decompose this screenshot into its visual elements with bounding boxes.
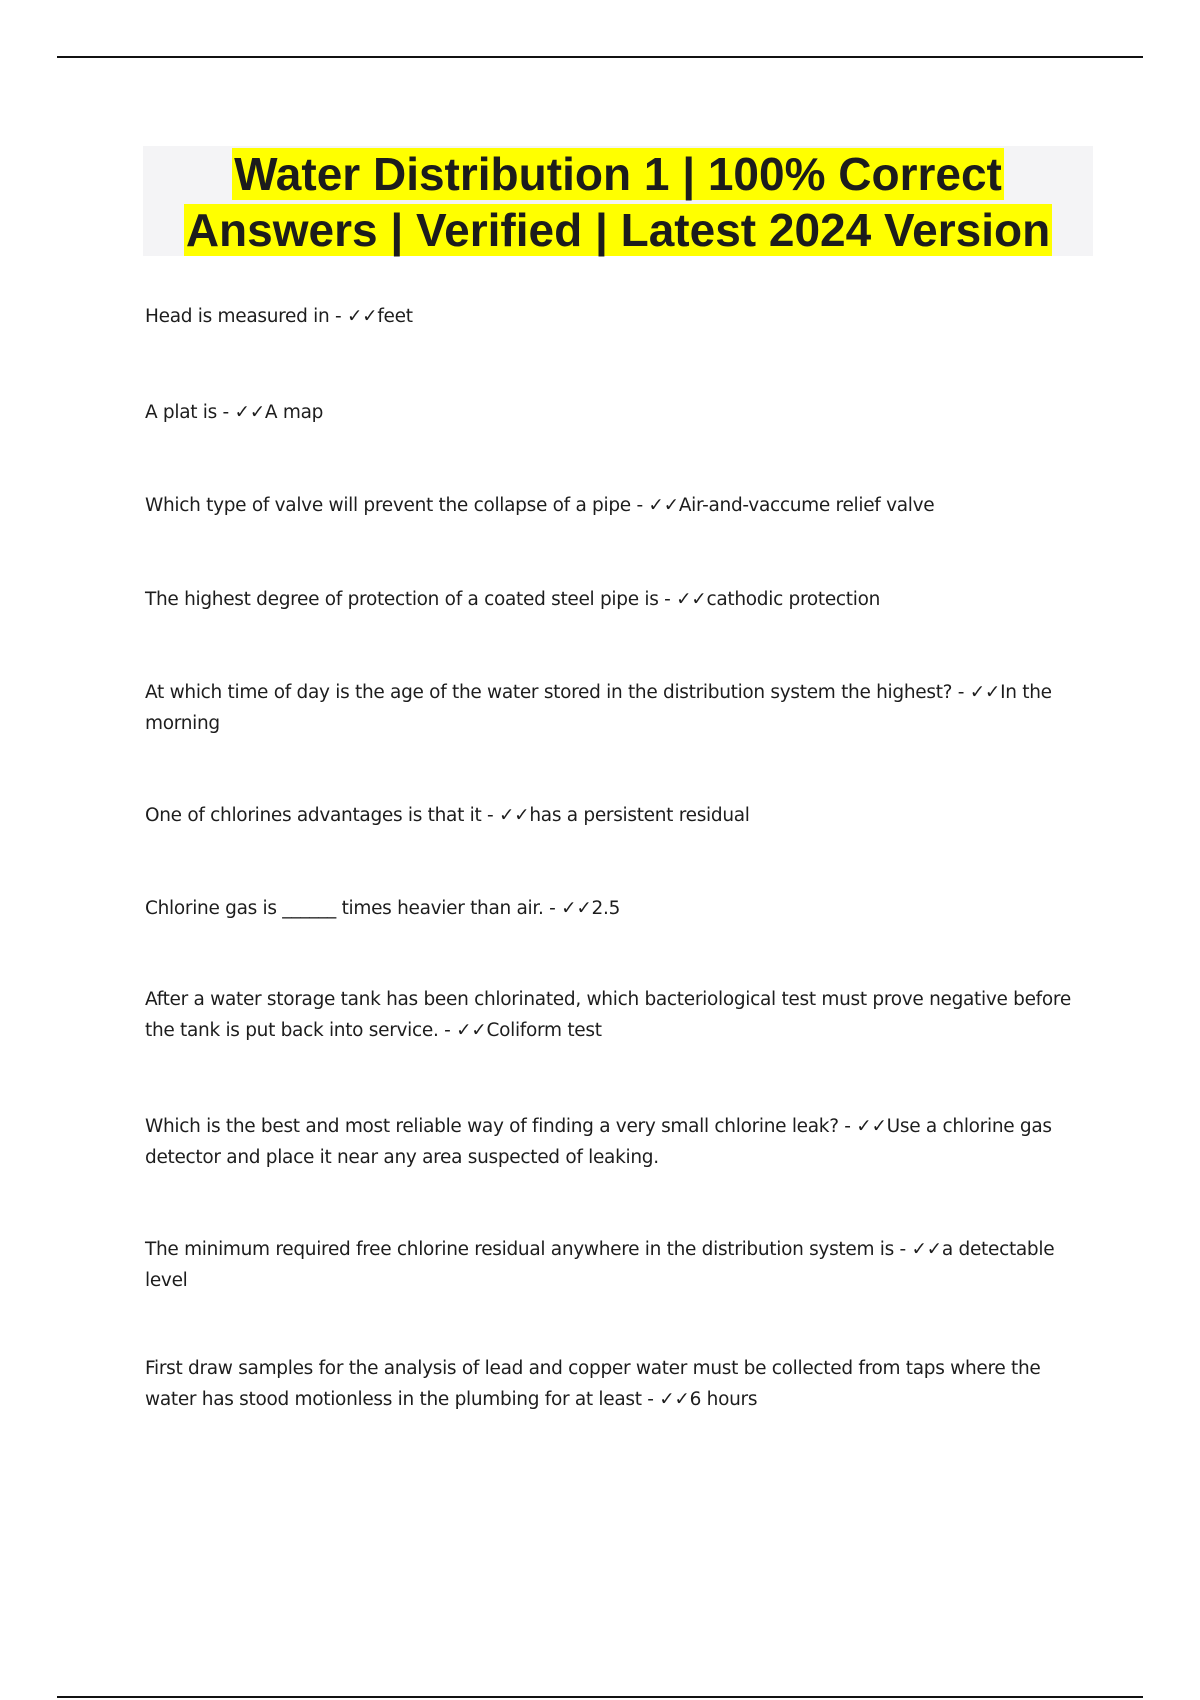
answer-text: cathodic protection [706,589,881,610]
check-icon: ✓✓ [456,1020,487,1041]
question-text: Which is the best and most reliable way of finding a very small chlorine leak? [145,1116,839,1137]
qa-item [145,1111,1080,1173]
answer-text: 2.5 [591,898,621,919]
answer-text: Coliform test [486,1020,602,1041]
qa-item [145,677,1080,739]
question-text: Which type of valve will prevent the collapse of a pipe [145,495,631,516]
answer-text: feet [377,306,413,327]
check-icon: ✓✓ [856,1116,887,1137]
qa-item [145,490,1080,521]
separator: - [630,495,649,516]
check-icon: ✓✓ [969,682,1001,703]
question-text: Head is measured in [145,306,330,327]
separator: - [893,1239,912,1260]
top-rule [57,56,1143,58]
check-icon: ✓✓ [659,1389,690,1410]
check-icon: ✓✓ [498,805,530,826]
question-text: A plat is [145,402,217,423]
check-icon: ✓✓ [911,1239,942,1260]
separator: - [481,805,499,826]
separator: - [216,402,235,423]
check-icon: ✓✓ [346,306,378,327]
answer-text: 6 hours [689,1389,758,1410]
qa-item [145,800,1080,831]
question-text: The highest degree of protection of a coated steel pipe is [145,589,659,610]
check-icon: ✓✓ [561,898,592,919]
qa-item [145,893,1080,924]
answer-text: Use a chlorine gas detector and place it near any area suspected of leaking. [145,1116,1052,1168]
separator: - [641,1389,660,1410]
question-text: One of chlorines advantages is that it [145,805,482,826]
document-title-text: Water Distribution 1 | 100% Correct Answers | Verified | Latest 2024 Version [185,148,1051,256]
answer-text: In the morning [145,682,1052,734]
qa-item [145,301,1080,332]
qa-item [145,397,1080,428]
answer-text: Air-and-vaccume relief valve [678,495,935,516]
separator: - [658,589,677,610]
check-icon: ✓✓ [648,495,679,516]
question-text: The minimum required free chlorine residual anywhere in the distribution system is [145,1239,894,1260]
question-text: At which time of day is the age of the water stored in the distribution system the highest? [145,682,953,703]
check-icon: ✓✓ [234,402,265,423]
separator: - [952,682,970,703]
separator: - [543,898,562,919]
qa-item [145,584,1080,615]
separator: - [438,1020,457,1041]
qa-item [145,1234,1080,1296]
answer-text: has a persistent residual [529,805,750,826]
question-text: After a water storage tank has been chlorinated, which bacteriological test must prove negative before the tank is put back into service. [145,989,1071,1041]
document-title [143,146,1093,258]
check-icon: ✓✓ [676,589,707,610]
separator: - [329,306,347,327]
separator: - [838,1116,857,1137]
question-text: First draw samples for the analysis of lead and copper water must be collected from taps where the water has stood motionless in the plumbing for at least [145,1358,1041,1410]
qa-item [145,1353,1080,1415]
answer-text: a detectable level [145,1239,1055,1291]
bottom-rule [57,1696,1143,1698]
answer-text: A map [264,402,324,423]
qa-item [145,984,1080,1046]
question-text: Chlorine gas is ______ times heavier than air. [145,898,544,919]
